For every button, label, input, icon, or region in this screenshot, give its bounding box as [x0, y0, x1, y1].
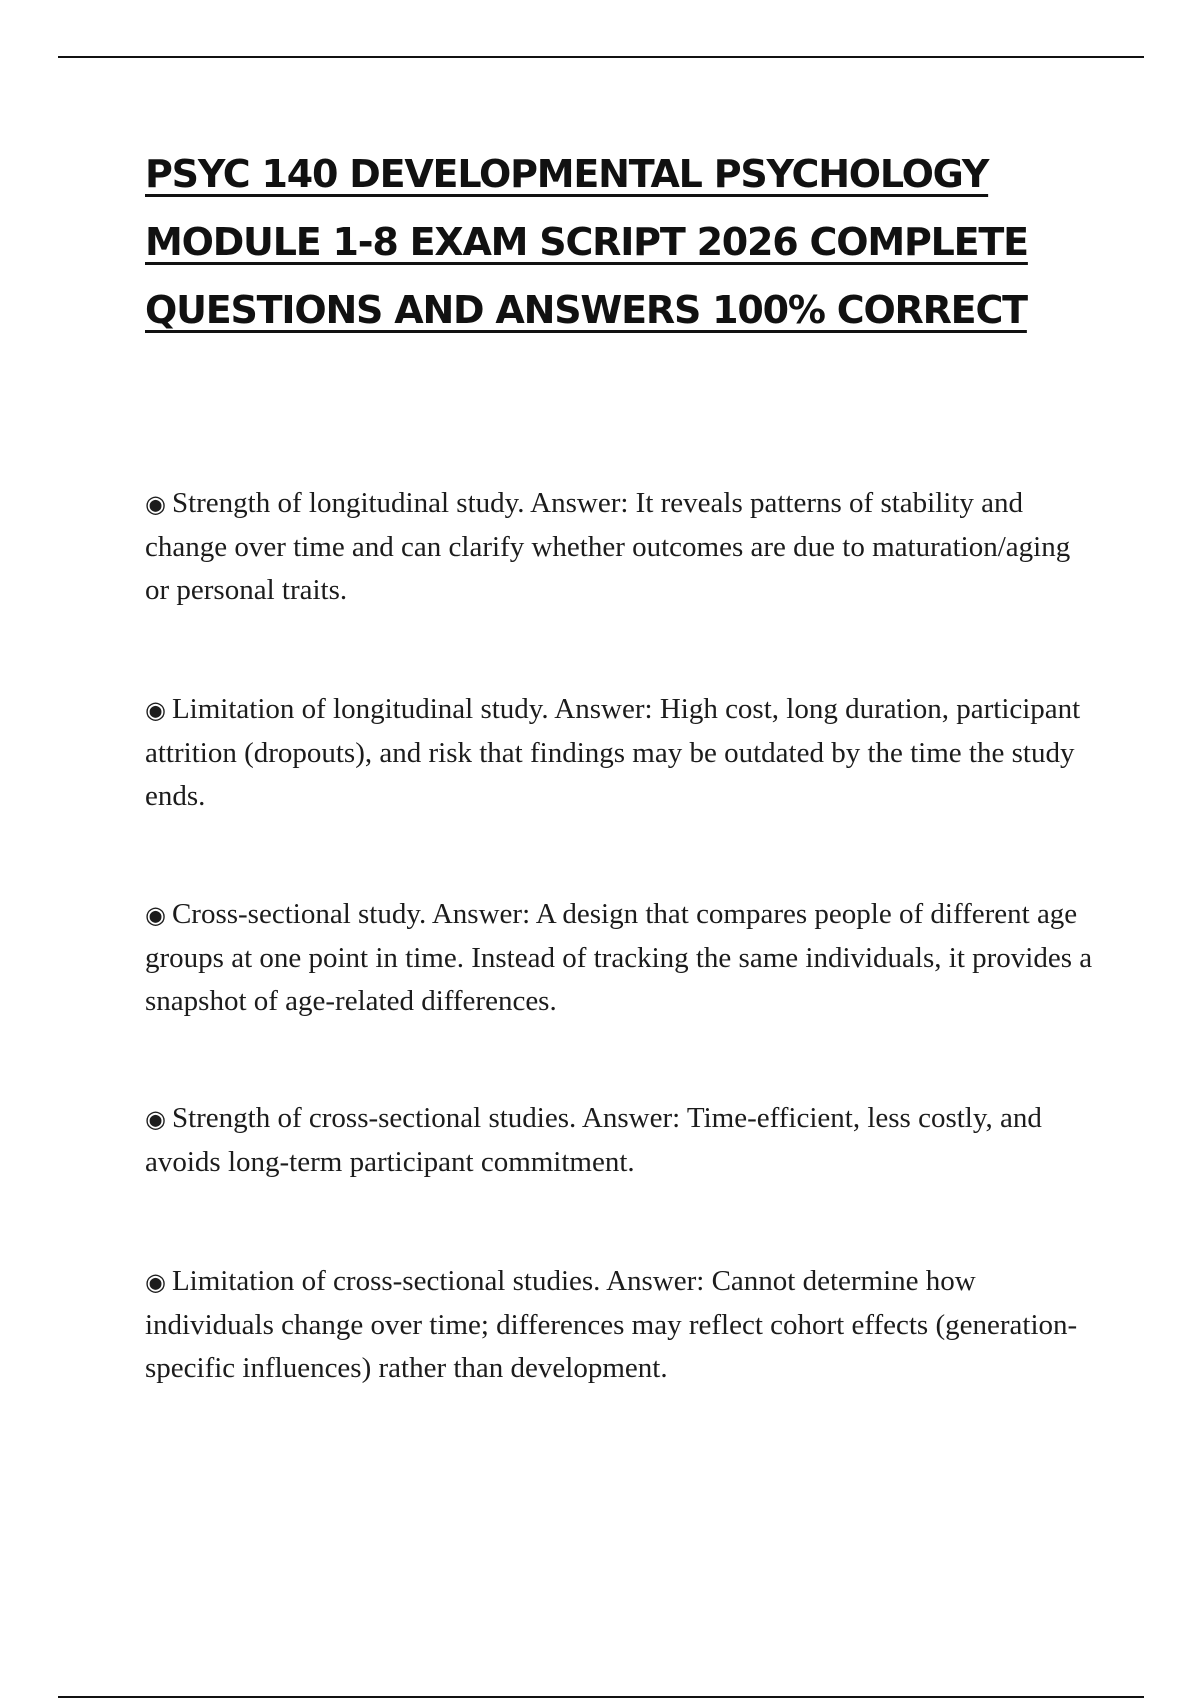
qa-item-cross-sectional-strength: [145, 1097, 1095, 1184]
qa-text: Cross-sectional study. Answer: A design that compares people of different age groups at one point in time. Instead of tracking the same individuals, it provides a snapshot of age-related differences.: [145, 898, 1093, 1017]
qa-item-cross-sectional-limitation: [145, 1260, 1095, 1390]
bottom-rule: [58, 1696, 1144, 1698]
qa-item-cross-sectional-definition: [145, 893, 1095, 1023]
bullet-icon: ◉: [145, 1268, 166, 1296]
top-rule: [58, 56, 1144, 58]
bullet-icon: ◉: [145, 901, 166, 929]
qa-text: Limitation of longitudinal study. Answer: High cost, long duration, participant attrition (dropouts), and risk that findings may be outdated by the time the study ends.: [145, 693, 1081, 812]
qa-item-longitudinal-strength: [145, 482, 1095, 612]
qa-text: Strength of cross-sectional studies. Answer: Time-efficient, less costly, and avoids long-term participant commitment.: [145, 1102, 1042, 1178]
title-line-2: MODULE 1-8 EXAM SCRIPT 2026 COMPLETE: [145, 220, 1028, 264]
document-title: [145, 140, 1105, 344]
bullet-icon: ◉: [145, 490, 166, 518]
qa-text: Limitation of cross-sectional studies. Answer: Cannot determine how individuals change over time; differences may reflect cohort effects (generation-specific influences) rather than development.: [145, 1265, 1078, 1384]
bullet-icon: ◉: [145, 696, 166, 724]
title-line-1: PSYC 140 DEVELOPMENTAL PSYCHOLOGY: [145, 152, 989, 196]
bullet-icon: ◉: [145, 1105, 166, 1133]
qa-text: Strength of longitudinal study. Answer: It reveals patterns of stability and change over time and can clarify whether outcomes are due to maturation/aging or personal traits.: [145, 487, 1071, 606]
qa-item-longitudinal-limitation: [145, 688, 1095, 818]
title-line-3: QUESTIONS AND ANSWERS 100% CORRECT: [145, 288, 1027, 332]
